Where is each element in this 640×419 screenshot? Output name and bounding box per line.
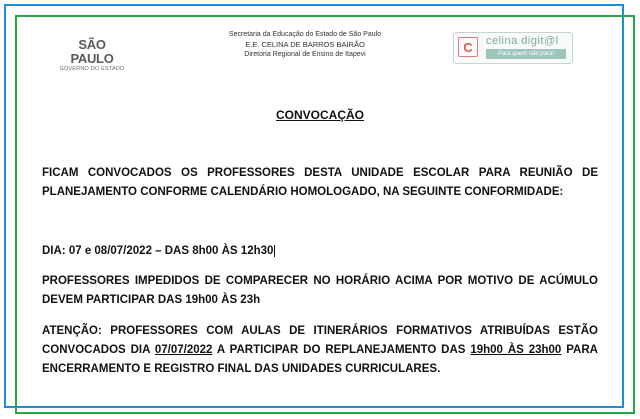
attention-time: 19h00 ÀS 23h00	[470, 344, 562, 356]
sao-paulo-government-logo	[56, 37, 128, 72]
celina-digital-logo	[453, 32, 573, 64]
header-institution-text	[180, 30, 430, 60]
date-text: DIA: 07 e 08/07/2022 – DAS 8h00 ÀS 12h30	[42, 245, 274, 257]
paragraph-date	[42, 242, 598, 261]
attention-text-2: A PARTICIPAR DO REPLANEJAMENTO DAS	[212, 344, 471, 356]
header-school-name: E.E. CELINA DE BARROS BAIRÃO	[245, 40, 365, 49]
paragraph-impeded-teachers: PROFESSORES IMPEDIDOS DE COMPARECER NO HORÁRIO ACIMA POR MOTIVO DE ACÚMULO DEVEM PARTICIPAR DAS 19h00 ÀS 23h	[42, 275, 598, 306]
logo-subtitle: GOVERNO DO ESTADO	[59, 66, 125, 72]
header-secretaria: Secretaria da Educação do Estado de São Paulo	[228, 31, 382, 38]
document-header	[30, 28, 610, 72]
attention-text-1: ATENÇÃO: PROFESSORES COM AULAS DE ITINERÁRIOS FORMATIVOS ATRIBUÍDAS ESTÃO CONVOCADOS DIA	[42, 325, 598, 356]
attention-date: 07/07/2022	[154, 344, 213, 356]
celina-c-icon: C	[458, 37, 478, 57]
celina-logo-name: celina digit@l	[486, 35, 559, 47]
paragraph-attention	[42, 322, 598, 379]
document-title: CONVOCAÇÃO	[275, 108, 364, 122]
celina-logo-tagline: Para quem não para!	[486, 49, 566, 59]
logo-title: SÃO PAULO	[70, 37, 114, 66]
attention-text-3: PARA ENCERRAMENTO E REGISTRO FINAL DAS UNIDADES CURRICULARES.	[42, 344, 598, 375]
header-diretoria: Diretoria Regional de Ensino de Itapevi	[244, 51, 366, 58]
paragraph-convocation: FICAM CONVOCADOS OS PROFESSORES DESTA UNIDADE ESCOLAR PARA REUNIÃO DE PLANEJAMENTO CONFORME CALENDÁRIO HOMOLOGADO, NA SEGUINTE CONFORMIDADE:	[42, 167, 598, 198]
